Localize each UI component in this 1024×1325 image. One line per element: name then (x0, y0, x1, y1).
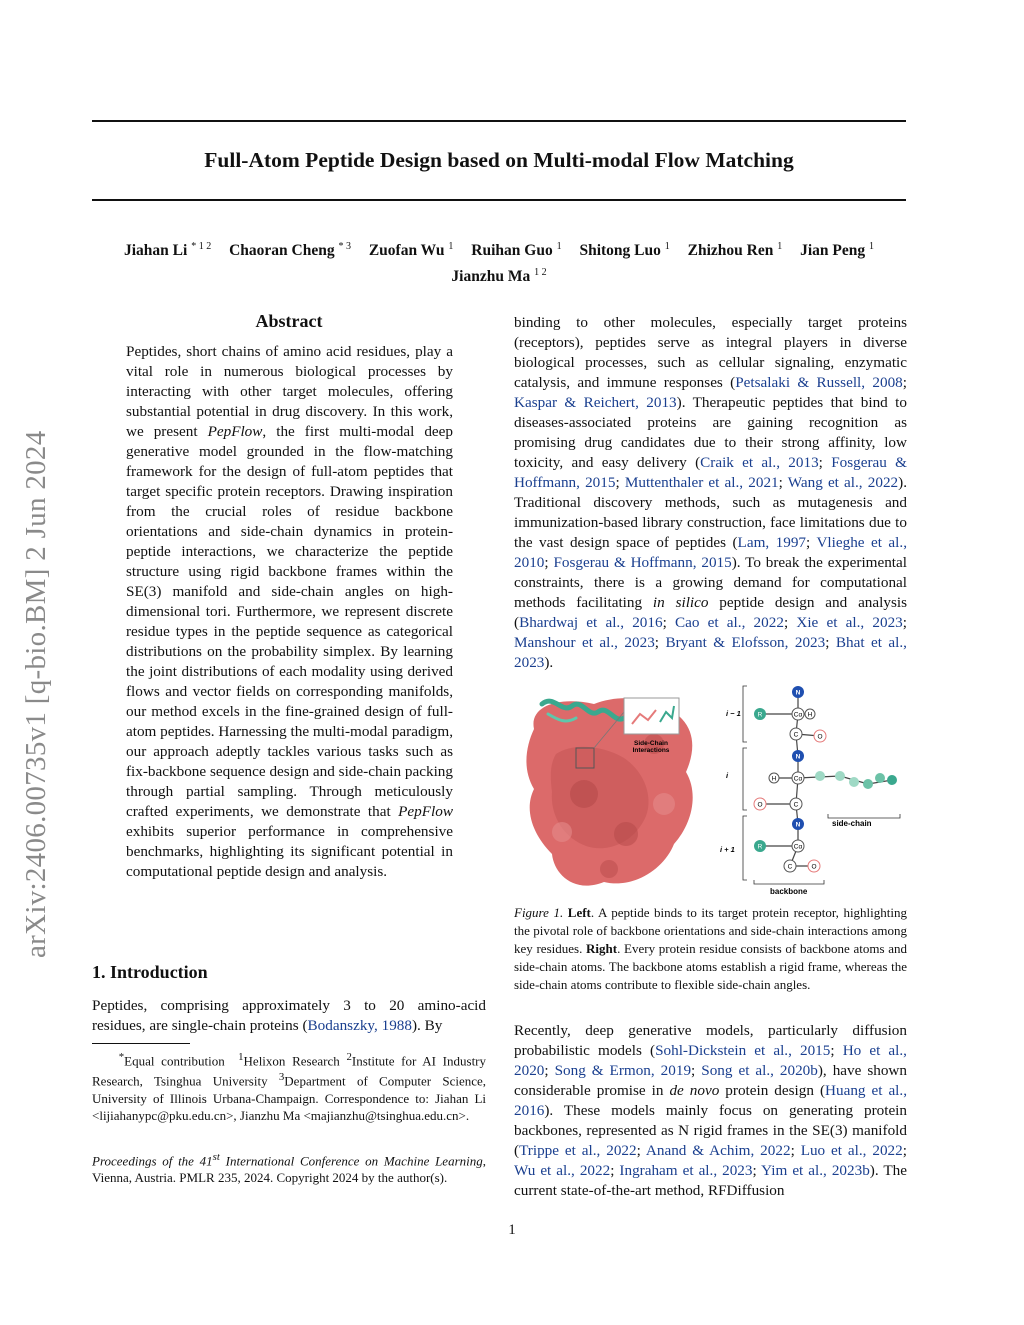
citation-link[interactable]: Fosgerau & Hoffmann, 2015 (553, 554, 732, 571)
atom-label: Cα (793, 843, 803, 851)
atom-label: N (795, 753, 801, 761)
abstract-text: Peptides, short chains of amino acid residues, play a vital role in numerous biological processes by interacting with other target molecules, offering substantial potential in drug discovery. In this work, we present PepFlow, the first multi-modal deep generative model grounded in the flow-matching framework for the design of full-atom peptides that target specific protein receptors. Drawing inspiration from the crucial roles of residue backbone orientations and side-chain dynamics in protein-peptide interactions, we characterize the peptide structure using rigid backbone frames within the SE(3) manifold and side-chain angles on high-dimensional tori. Furthermore, we represent discrete residue types in the peptide sequence as categorical distributions on the probability simplex. By learning the joint distributions of each modality using derived flows and vector fields on corresponding manifolds, our method excels in the fine-grained design of full-atom peptides. Harnessing the multi-modal paradigm, our approach adeptly tackles various tasks such as fix-backbone sequence design and side-chain packing through partial sampling. Through meticulously crafted experiments, we demonstrate that PepFlow exhibits superior performance in comprehensive benchmarks, highlighting its significant potential in computational peptide design and analysis. (126, 343, 453, 880)
citation-link[interactable]: Lam, 1997 (737, 534, 807, 551)
author: Jianzhu Ma $^{1 2}$ (451, 267, 547, 286)
author: Jian Peng $^1$ (800, 241, 874, 260)
atom-label: R (757, 711, 763, 719)
citation-link[interactable]: Luo et al., 2022 (800, 1142, 903, 1159)
footnote-rule (92, 1043, 190, 1044)
atom-label: O (811, 863, 817, 871)
citation-link[interactable]: Ho et al., 2020 (514, 1042, 907, 1079)
inset-label: Side-Chain (634, 740, 668, 747)
atom-label: Cα (793, 711, 803, 719)
atom-label: N (795, 821, 801, 829)
author-list (92, 236, 906, 288)
citation-link[interactable]: Huang et al., 2016 (514, 1082, 907, 1119)
atom-label: Cα (793, 775, 803, 783)
atom-label: C (793, 731, 799, 739)
affiliation-footnote: *Equal contribution $^1$Helixon Research $^2$Institute for AI Industry Research, Tsinghua University $^3$Department of Computer Science, University of Illinois Urbana-Champaign. Correspondence to: Jiahan Li <lijiahanypc@pku.edu.cn>, Jianzhu Ma <majianzhu@tsinghua.edu.cn>. (92, 1051, 487, 1123)
citation-link[interactable]: Wu et al., 2022 (514, 1162, 611, 1179)
residue-label: i − 1 (726, 709, 741, 718)
citation-link[interactable]: Fosgerau & Hoffmann, 2015 (514, 454, 907, 491)
figure-1-graphic (514, 684, 907, 900)
top-rule (92, 120, 906, 122)
figure-caption: Figure 1. Left. A peptide binds to its target protein receptor, highlighting the pivotal role of backbone orientations and side-chain interactions among key residues. Right. Every protein residue consists of backbone atoms and side-chain atoms. The backbone atoms establish a rigid frame, whereas the side-chain atoms contribute to flexible side-chain angles. (514, 905, 907, 992)
author: Zuofan Wu $^1$ (368, 241, 454, 260)
inset-label: Interactions (632, 747, 670, 754)
arxiv-sidebar-label[interactable]: arXiv:2406.00735v1 [q-bio.BM] 2 Jun 2024 (20, 430, 52, 958)
citation-link[interactable]: Bodanszky, 1988 (307, 1017, 412, 1034)
atom-label: N (795, 689, 801, 697)
atom-label: C (793, 801, 799, 809)
author: Ruihan Guo $^1$ (471, 241, 562, 260)
abstract-heading: Abstract (255, 311, 323, 331)
citation-link[interactable]: Muttenthaler et al., 2021 (624, 474, 779, 491)
citation-link[interactable]: Vlieghe et al., 2010 (514, 534, 907, 571)
citation-link[interactable]: Wang et al., 2022 (787, 474, 899, 491)
title-rule (92, 199, 906, 201)
author: Jiahan Li $^{* 1 2}$ (124, 241, 212, 260)
side-chain-label: side-chain (832, 819, 872, 828)
intro-text: Peptides, comprising approximately 3 to 20 amino-acid residues, are single-chain proteins (Bodanszky, 1988). By (92, 997, 486, 1034)
citation-link[interactable]: Ingraham et al., 2023 (619, 1162, 753, 1179)
citation-link[interactable]: Sohl-Dickstein et al., 2015 (655, 1042, 831, 1059)
citation-link[interactable]: Bhat et al., 2023 (514, 634, 907, 671)
intro-heading: 1. Introduction (92, 962, 208, 982)
atom-label: O (817, 733, 823, 741)
atom-label: O (757, 801, 763, 809)
citation-link[interactable]: Bryant & Elofsson, 2023 (665, 634, 826, 651)
citation-link[interactable]: Trippe et al., 2022 (519, 1142, 637, 1159)
page-number: 1 (508, 1222, 516, 1238)
atom-label: C (787, 863, 793, 871)
atom-label: H (771, 775, 777, 783)
residue-schematic (720, 686, 900, 896)
paper-title: Full-Atom Peptide Design based on Multi-modal Flow Matching (204, 148, 794, 172)
author: Chaoran Cheng $^{* 3}$ (229, 241, 351, 260)
citation-link[interactable]: Cao et al., 2022 (675, 614, 784, 631)
citation-link[interactable]: Song et al., 2020b (701, 1062, 818, 1079)
intro-continued-text: binding to other molecules, especially target proteins (receptors), peptides serve as integral players in diverse biological processes, such as cellular signaling, enzymatic catalysis, and immune responses (Petsalaki & Russell, 2008; Kaspar & Reichert, 2013). Therapeutic peptides that bind to diseases-associated proteins are gaining recognition as promising drug candidates due to their strong affinity, low toxicity, and easy delivery (Craik et al., 2013; Fosgerau & Hoffmann, 2015; Muttenthaler et al., 2021; Wang et al., 2022). Traditional discovery methods, such as mutagenesis and immunization-based library construction, face limitations due to the vast design space of peptides (Lam, 1997; Vlieghe et al., 2010; Fosgerau & Hoffmann, 2015). To break the experimental constraints, there is a growing demand for computational methods facilitating in silico peptide design and analysis (Bhardwaj et al., 2016; Cao et al., 2022; Xie et al., 2023; Manshour et al., 2023; Bryant & Elofsson, 2023; Bhat et al., 2023). (514, 314, 908, 671)
citation-link[interactable]: Kaspar & Reichert, 2013 (514, 394, 677, 411)
citation-link[interactable]: Anand & Achim, 2022 (645, 1142, 791, 1159)
figure-1 (514, 684, 907, 900)
citation-link[interactable]: Craik et al., 2013 (700, 454, 819, 471)
citation-link[interactable]: Xie et al., 2023 (796, 614, 903, 631)
residue-label: i + 1 (720, 845, 735, 854)
atom-label: R (757, 843, 763, 851)
citation-link[interactable]: Yim et al., 2023b (761, 1162, 870, 1179)
citation-link[interactable]: Song & Ermon, 2019 (554, 1062, 692, 1079)
atom-label: H (807, 711, 813, 719)
author: Shitong Luo $^1$ (579, 241, 670, 260)
proceedings-note: Proceedings of the 41st International Conference on Machine Learning, Vienna, Austria. PMLR 235, 2024. Copyright 2024 by the author(s). (92, 1151, 486, 1186)
backbone-label: backbone (770, 887, 808, 896)
right-paragraph-2: Recently, deep generative models, particularly diffusion probabilistic models (Sohl-Dickstein et al., 2015; Ho et al., 2020; Song & Ermon, 2019; Song et al., 2020b), have shown considerable promise in de novo protein design (Huang et al., 2016). These models mainly focus on generating protein backbones, represented as N rigid frames in the SE(3) manifold (Trippe et al., 2022; Anand & Achim, 2022; Luo et al., 2022; Wu et al., 2022; Ingraham et al., 2023; Yim et al., 2023b). The current state-of-the-art method, RFDiffusion (514, 1022, 907, 1199)
residue-label: i (726, 771, 729, 780)
author: Zhizhou Ren $^1$ (687, 241, 783, 260)
citation-link[interactable]: Bhardwaj et al., 2016 (519, 614, 663, 631)
citation-link[interactable]: Petsalaki & Russell, 2008 (735, 374, 903, 391)
citation-link[interactable]: Manshour et al., 2023 (514, 634, 655, 651)
